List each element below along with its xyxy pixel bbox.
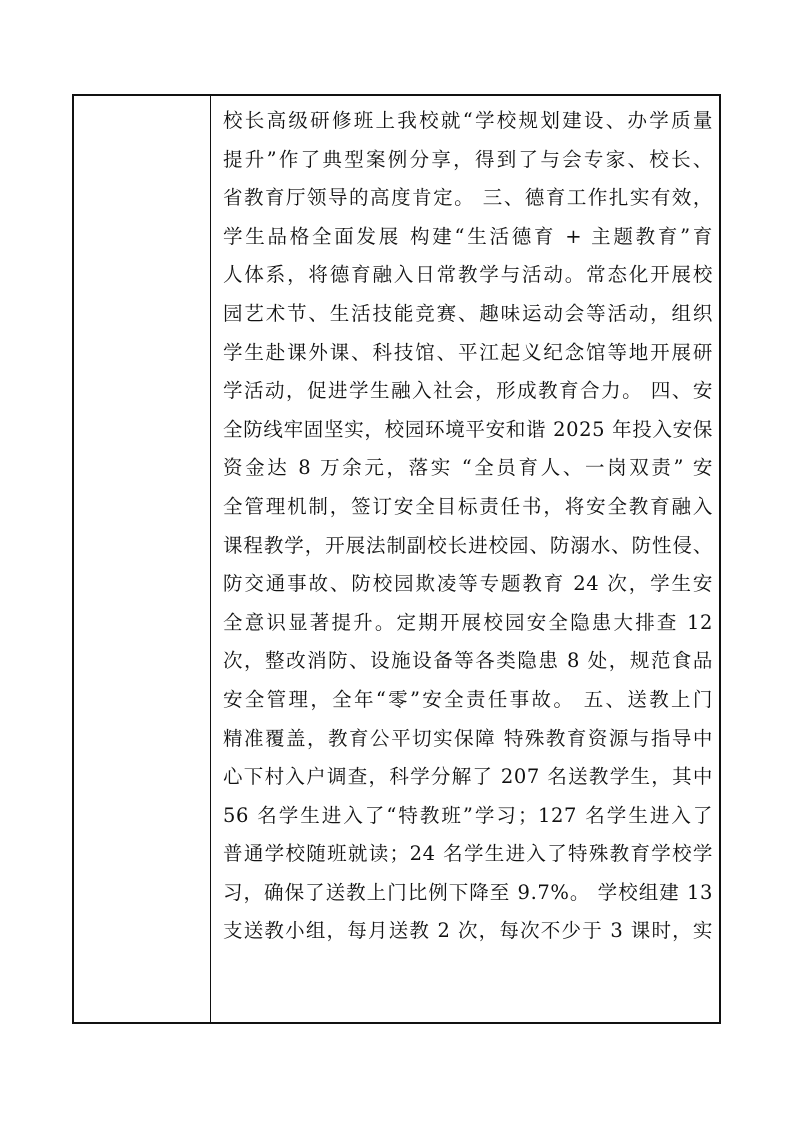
table-right-cell bbox=[211, 96, 719, 1022]
text-line: 次，整改消防、设施设备等各类隐患 8 处，规范食品 bbox=[223, 649, 713, 673]
table-left-cell bbox=[74, 96, 211, 1022]
text-line: 习，确保了送教上门比例下降至 9.7%。 学校组建 13 bbox=[223, 880, 713, 904]
text-line: 资金达 8 万余元，落实 “全员育人、一岗双责” 安 bbox=[223, 456, 713, 480]
text-line: 全意识显著提升。定期开展校园安全隐患大排查 12 bbox=[223, 610, 713, 634]
text-line: 全防线牢固坚实，校园环境平安和谐 2025 年投入安保 bbox=[223, 417, 713, 441]
text-line: 全管理机制，签订安全目标责任书，将安全教育融入 bbox=[223, 494, 713, 518]
text-line: 学活动，促进学生融入社会，形成教育合力。 四、安 bbox=[223, 379, 713, 403]
text-line: 安全管理，全年“零”安全责任事故。 五、送教上门 bbox=[223, 687, 713, 711]
text-line: 防交通事故、防校园欺凌等专题教育 24 次，学生安 bbox=[223, 572, 713, 596]
text-line: 校长高级研修班上我校就“学校规划建设、办学质量 bbox=[223, 109, 713, 132]
text-line: 普通学校随班就读；24 名学生进入了特殊教育学校学 bbox=[223, 842, 713, 866]
text-line: 省教育厅领导的高度肯定。 三、德育工作扎实有效， bbox=[223, 186, 713, 210]
text-line: 心下村入户调查，科学分解了 207 名送教学生，其中 bbox=[223, 765, 713, 789]
text-line: 园艺术节、生活技能竞赛、趣味运动会等活动，组织 bbox=[223, 301, 713, 325]
text-line: 学生品格全面发展 构建“生活德育 + 主题教育”育 bbox=[223, 224, 713, 248]
text-line: 课程教学，开展法制副校长进校园、防溺水、防性侵、 bbox=[223, 533, 713, 557]
text-line: 支送教小组，每月送教 2 次，每次不少于 3 课时，实 bbox=[223, 919, 713, 943]
document-table bbox=[72, 94, 721, 1024]
text-line: 精准覆盖，教育公平切实保障 特殊教育资源与指导中 bbox=[223, 726, 713, 750]
text-line: 人体系，将德育融入日常教学与活动。常态化开展校 bbox=[223, 263, 713, 287]
text-line: 56 名学生进入了“特教班”学习；127 名学生进入了 bbox=[223, 803, 713, 827]
text-line: 学生赴课外课、科技馆、平江起义纪念馆等地开展研 bbox=[223, 340, 713, 364]
body-text bbox=[223, 102, 713, 951]
text-line: 提升”作了典型案例分享，得到了与会专家、校长、 bbox=[223, 147, 713, 171]
